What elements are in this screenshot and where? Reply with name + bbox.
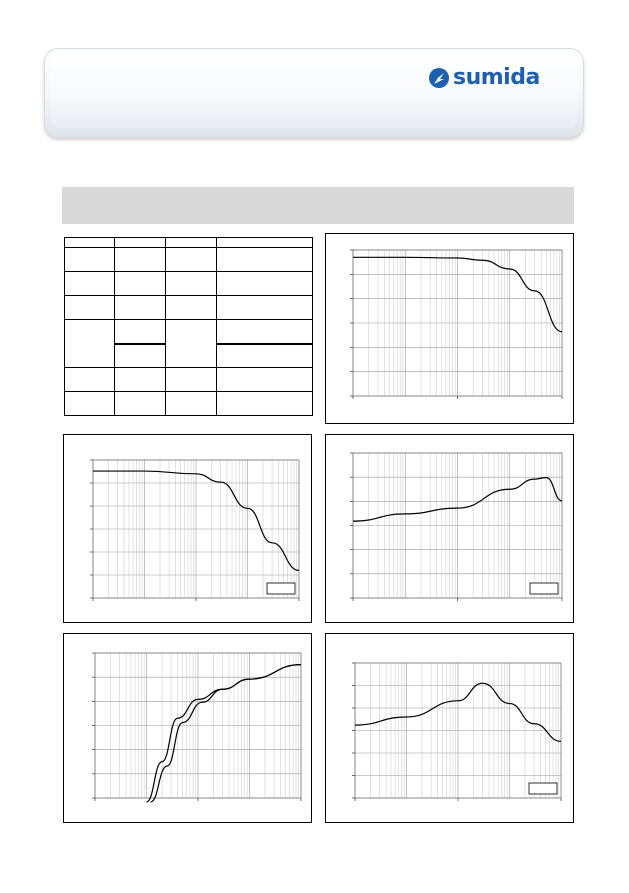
chart-svg <box>64 634 311 822</box>
table-row <box>65 368 313 392</box>
header-banner <box>44 48 584 138</box>
table-row <box>65 272 313 296</box>
table-cell <box>115 272 166 296</box>
table-cell <box>166 392 217 416</box>
chart-panel-4 <box>63 633 312 823</box>
chart-svg <box>326 435 573 622</box>
spec-table <box>64 237 313 416</box>
table-cell <box>65 320 115 368</box>
table-cell <box>217 248 313 272</box>
table-cell <box>166 368 217 392</box>
table-cell <box>115 344 166 368</box>
table-cell <box>65 238 115 248</box>
table-cell <box>65 392 115 416</box>
series-line-1 <box>147 665 302 802</box>
section-title-bar <box>62 187 574 224</box>
table-cell <box>166 248 217 272</box>
chart-svg <box>326 634 573 822</box>
logo-wordmark: sumida <box>453 65 540 90</box>
table-cell <box>115 392 166 416</box>
table-row <box>65 248 313 272</box>
table-cell <box>115 296 166 320</box>
table-cell <box>65 248 115 272</box>
table-cell <box>217 392 313 416</box>
table-cell <box>217 272 313 296</box>
table-cell <box>166 272 217 296</box>
legend-box <box>529 783 557 794</box>
chart-panel-3 <box>325 434 574 623</box>
table-cell <box>217 238 313 248</box>
table-row <box>65 296 313 320</box>
table-cell <box>115 238 166 248</box>
table-cell <box>65 368 115 392</box>
chart-panel-2 <box>63 434 312 623</box>
chart-panel-1 <box>325 233 574 424</box>
sumida-logo-icon <box>428 67 450 89</box>
legend-box <box>267 583 295 594</box>
table-row <box>65 392 313 416</box>
table-cell <box>65 296 115 320</box>
table-cell <box>217 368 313 392</box>
table-cell <box>217 296 313 320</box>
table-header-row <box>65 238 313 248</box>
chart-svg <box>326 234 573 423</box>
table-cell <box>115 248 166 272</box>
table-cell <box>115 320 166 344</box>
series-line-2 <box>151 665 301 802</box>
table-cell <box>166 320 217 368</box>
table-cell <box>217 320 313 344</box>
legend-box <box>530 583 558 594</box>
sumida-logo <box>428 64 540 92</box>
table-cell <box>166 238 217 248</box>
table-cell <box>115 368 166 392</box>
table-cell <box>65 272 115 296</box>
chart-panel-5 <box>325 633 574 823</box>
table-cell <box>217 344 313 368</box>
table-row <box>65 320 313 344</box>
table-cell <box>166 296 217 320</box>
chart-svg <box>64 435 311 622</box>
